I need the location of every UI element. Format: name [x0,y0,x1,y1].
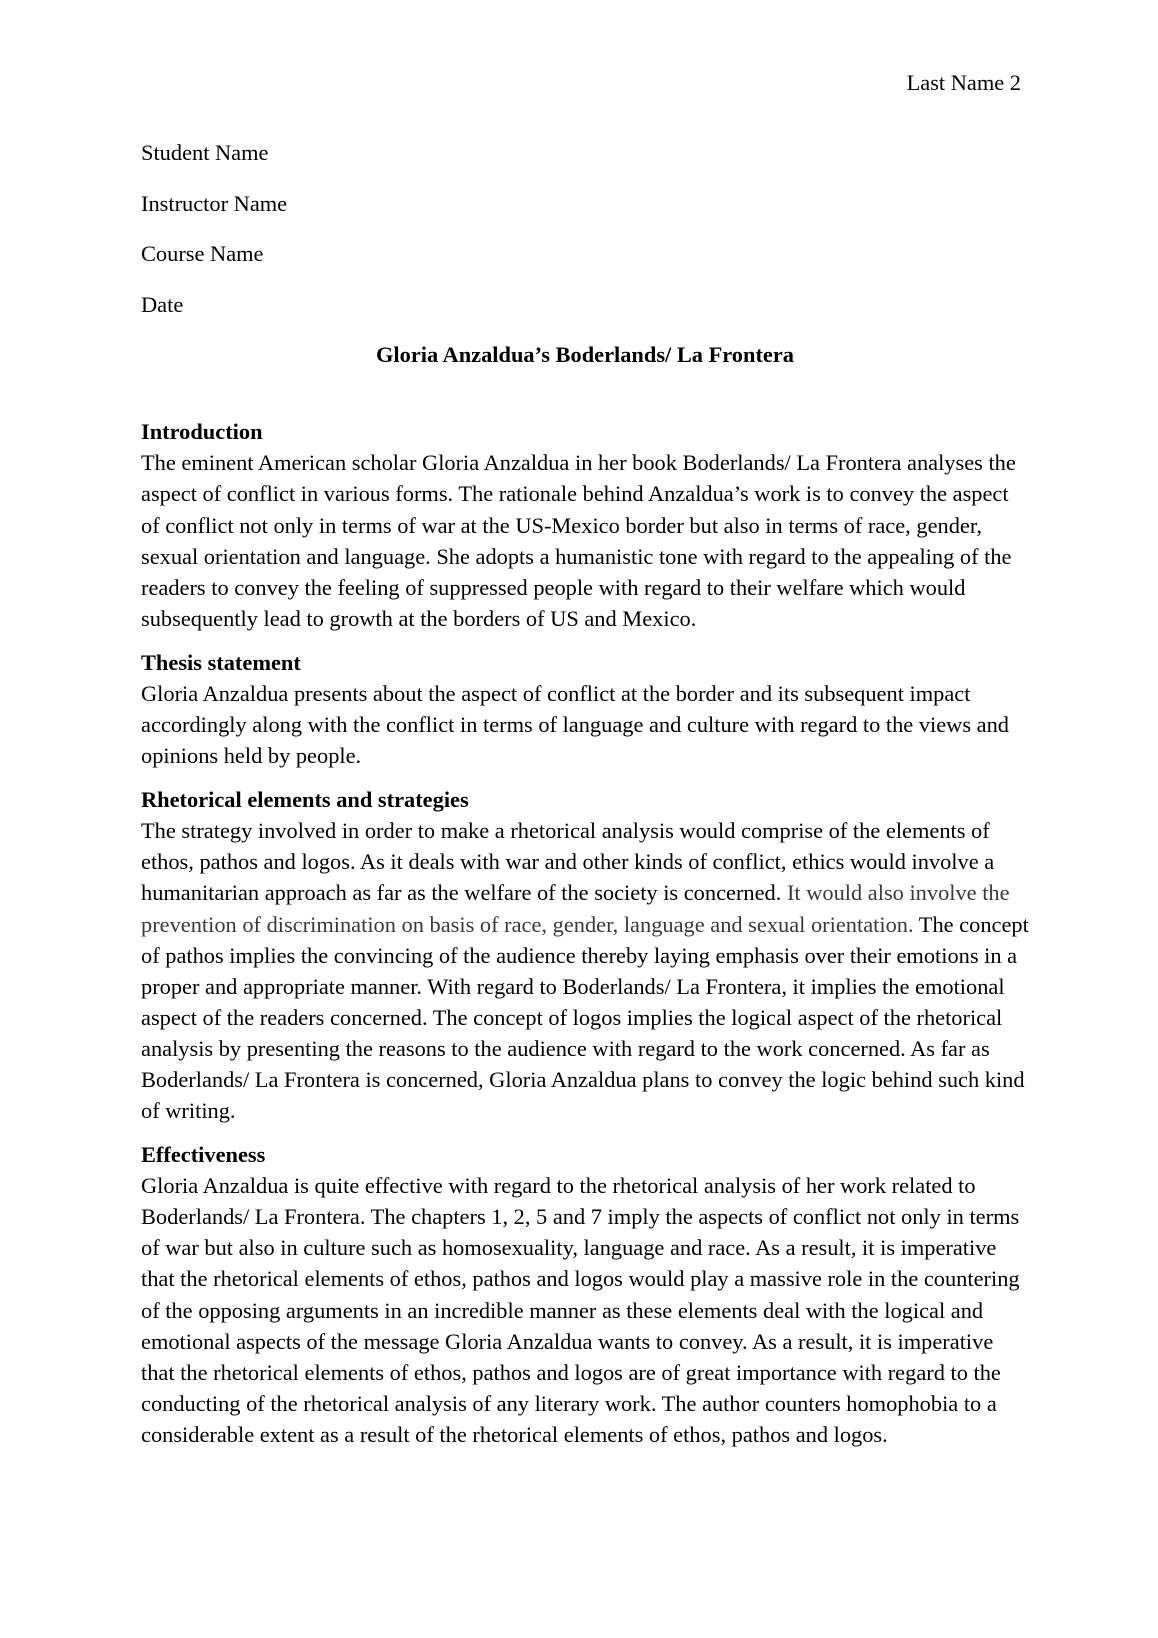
thesis-heading: Thesis statement [141,649,301,675]
effectiveness-paragraph: Gloria Anzaldua is quite effective with regard to the rhetorical analysis of her work related to Boderlands/ La Frontera. The chapters 1, 2, 5 and 7 imply the aspects of conflict not only in terms of war but also in culture such as homosexuality, language and race. As a result, it is imperative that the rhetorical elements of ethos, pathos and logos would play a massive role in the countering of the opposing arguments in an incredible manner as these elements deal with the logical and emotional aspects of the message Gloria Anzaldua wants to convey. As a result, it is imperative that the rhetorical elements of ethos, pathos and logos are of great importance with regard to the conducting of the rhetorical analysis of any literary work. The author counters homophobia to a considerable extent as a result of the rhetorical elements of ethos, pathos and logos. [141,1173,1020,1447]
document-content [141,138,1029,1464]
thesis-paragraph: Gloria Anzaldua presents about the aspect of conflict at the border and its subsequent impact accordingly along with the conflict in terms of language and culture with regard to the views and opinions held by people. [141,680,1009,769]
rhetorical-heading: Rhetorical elements and strategies [141,787,469,813]
course-name: Course Name [141,241,264,267]
date: Date [141,291,184,317]
rhetorical-text-part2: It would also involve the prevention of discrimination on basis of race, gender, language and sexual orientation. [141,880,1010,937]
student-name: Student Name [141,140,269,165]
rhetorical-paragraph [141,815,1029,1126]
introduction-paragraph: The eminent American scholar Gloria Anzaldua in her book Boderlands/ La Frontera analyses the aspect of conflict in various forms. The rationale behind Anzaldua’s work is to convey the aspect of conflict not only in terms of war at the US-Mexico border but also in terms of race, gender, sexual orientation and language. She adopts a humanistic tone with regard to the appealing of the readers to convey the feeling of suppressed people with regard to their welfare which would subsequently lead to growth at the borders of US and Mexico. [141,450,1016,631]
instructor-name: Instructor Name [141,190,288,216]
running-head: Last Name 2 [906,70,1021,95]
introduction-heading: Introduction [141,419,263,445]
effectiveness-heading: Effectiveness [141,1142,266,1168]
rhetorical-text-part1: The strategy involved in order to make a rhetorical analysis would comprise of the elements of ethos, pathos and logos. As it deals with war and other kinds of conflict, ethics would involve a humanitarian approach as far as the welfare of the society is concerned. [141,818,995,906]
page-title: Gloria Anzaldua’s Boderlands/ La Frontera [376,342,794,368]
rhetorical-text-part3: The concept of pathos implies the convincing of the audience thereby laying emphasis over their emotions in a proper and appropriate manner. With regard to Boderlands/ La Frontera, it implies the emotional aspect of the readers concerned. The concept of logos implies the logical aspect of the rhetorical analysis by presenting the reasons to the audience with regard to the work concerned. As far as Boderlands/ La Frontera is concerned, Gloria Anzaldua plans to convey the logic behind such kind of writing. [141,911,1029,1124]
